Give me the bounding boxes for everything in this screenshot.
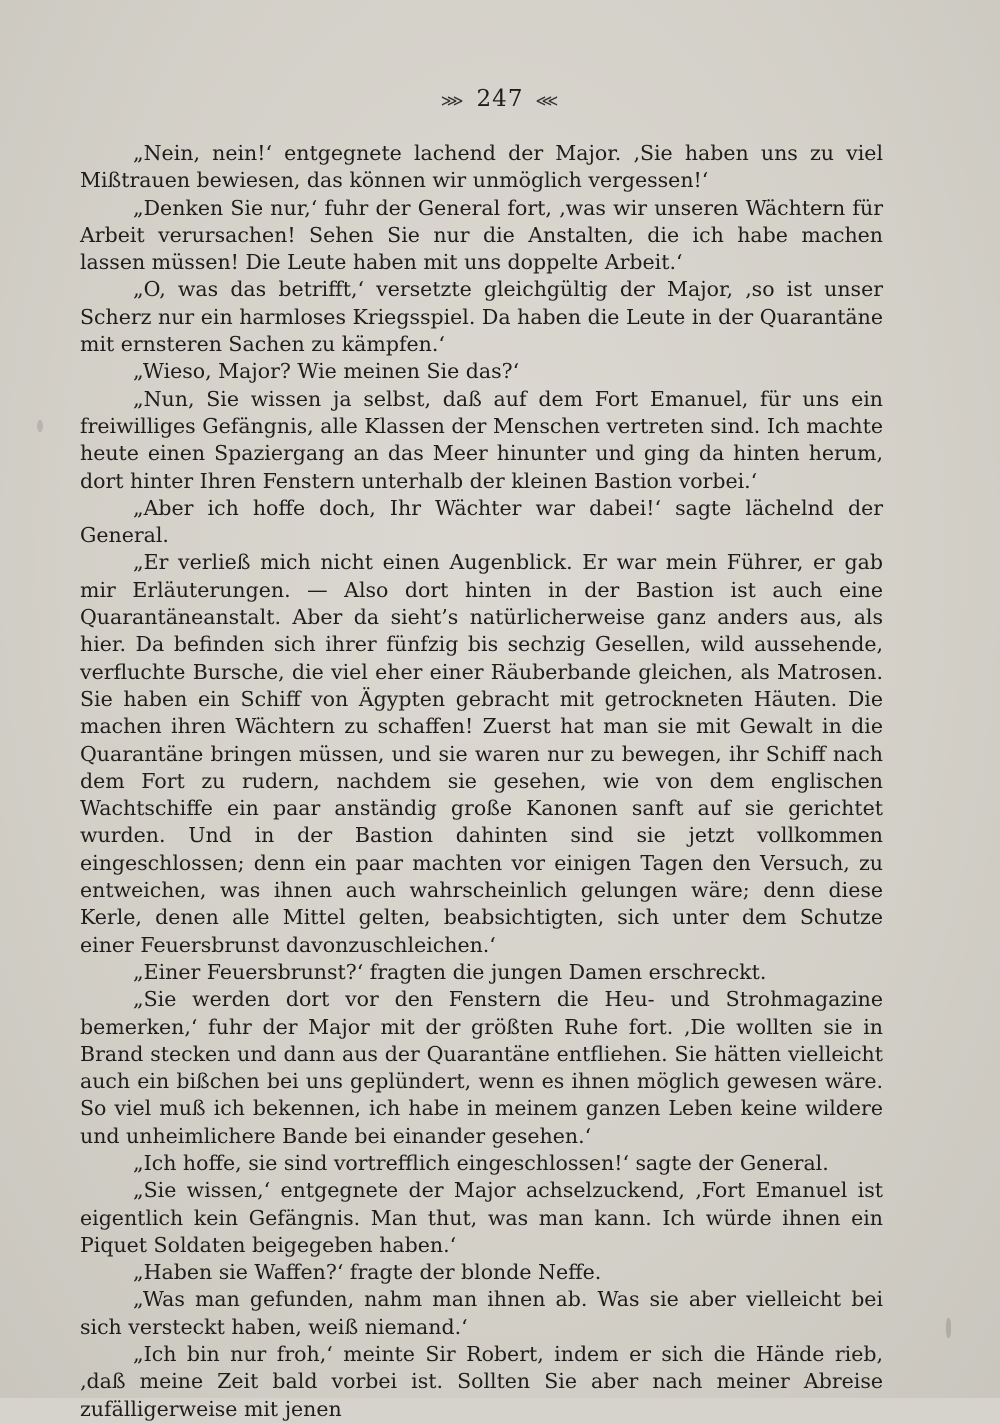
paragraph: „Ich hoffe, sie sind vortrefflich eingeschlossen!‘ sagte der General.: [133, 1150, 829, 1175]
paper-stain: [946, 1318, 951, 1338]
ornament-left-icon: ⋙: [440, 91, 465, 110]
paragraph: „Was man gefunden, nahm man ihnen ab. Was sie aber vielleicht bei sich versteckt haben, weiß niemand.‘: [80, 1287, 883, 1339]
paragraph: „Denken Sie nur,‘ fuhr der General fort, ‚was wir unseren Wächtern für Arbeit verursachen! Sehen Sie nur die Anstalten, die ich habe machen lassen müssen! Die Leute haben mit uns doppelte Arbeit.‘: [80, 195, 883, 275]
paragraph: „Sie werden dort vor den Fenstern die Heu- und Strohmagazine bemerken,‘ fuhr der Major mit der größten Ruhe fort. ‚Die wollten sie in Brand stecken und dann aus der Quarantäne entfliehen. Sie hätten vielleicht auch ein bißchen bei uns geplündert, wenn es ihnen möglich gewesen wäre. So viel muß ich bekennen, ich habe in meinem ganzen Leben keine wildere und unheimlichere Bande bei einander gesehen.‘: [80, 987, 883, 1148]
paragraph: „Einer Feuersbrunst?‘ fragten die jungen Damen erschreckt.: [133, 959, 767, 984]
paragraph: „Nun, Sie wissen ja selbst, daß auf dem Fort Emanuel, für uns ein freiwilliges Gefängnis, alle Klassen der Menschen vertreten sind. Ich machte heute einen Spaziergang an das Meer hinunter und ging da hinten herum, dort hinter Ihren Fenstern unterhalb der kleinen Bastion vorbei.‘: [80, 386, 883, 493]
paragraph: „Haben sie Waffen?‘ fragte der blonde Neffe.: [133, 1260, 602, 1285]
paragraph: „Nein, nein!‘ entgegnete lachend der Major. ‚Sie haben uns zu viel Mißtrauen bewiesen, das können wir unmöglich vergessen!‘: [80, 141, 883, 193]
paragraph: „Er verließ mich nicht einen Augenblick. Er war mein Führer, er gab mir Erläuterungen. — Also dort hinten in der Bastion ist auch eine Quarantäneanstalt. Aber da sieht’s natürlicherweise ganz anders aus, als hier. Da befinden sich ihrer fünfzig bis sechzig Gesellen, wild aussehende, verfluchte Bursche, die viel eher einer Räuberbande gleichen, als Matrosen. Sie haben ein Schiff von Ägypten gebracht mit getrockneten Häuten. Die machen ihren Wächtern zu schaffen! Zuerst hat man sie mit Gewalt in die Quarantäne bringen müssen, und sie waren nur zu bewegen, ihr Schiff nach dem Fort zu rudern, nachdem sie gesehen, wie von dem englischen Wachtschiffe ein paar anständig große Kanonen sanft auf sie gerichtet wurden. Und in der Bastion dahinten sind sie jetzt vollkommen eingeschlossen; denn ein paar machten vor einigen Tagen den Versuch, zu entweichen, was ihnen auch wahrscheinlich gelungen wäre; denn diese Kerle, denen alle Mittel gelten, beabsichtigten, sich unter dem Schutze einer Feuersbrunst davonzuschleichen.‘: [80, 550, 883, 957]
paragraph: „Sie wissen,‘ entgegnete der Major achselzuckend, ‚Fort Emanuel ist eigentlich kein Gefängnis. Man thut, was man kann. Ich würde ihnen ein Piquet Soldaten beigegeben haben.‘: [80, 1178, 883, 1257]
paper-stain: [37, 420, 43, 432]
paragraph: „Ich bin nur froh,‘ meinte Sir Robert, indem er sich die Hände rieb, ‚daß meine Zeit bald vorbei ist. Sollten Sie aber nach meiner Abreise zufälligerweise mit jenen: [80, 1342, 883, 1421]
paragraph: „Aber ich hoffe doch, Ihr Wächter war dabei!‘ sagte lächelnd der General.: [80, 495, 883, 548]
page-body: [80, 140, 883, 1423]
ornament-right-icon: ⋘: [535, 91, 560, 110]
page-number: 247: [476, 86, 524, 112]
page-header: [0, 86, 1000, 112]
paragraph: „O, was das betrifft,‘ versetzte gleichgültig der Major, ‚so ist unser Scherz nur ein harmloses Kriegsspiel. Da haben die Leute in der Quarantäne mit ernsteren Sachen zu kämpfen.‘: [80, 277, 883, 357]
paragraph: „Wieso, Major? Wie meinen Sie das?‘: [133, 359, 520, 384]
